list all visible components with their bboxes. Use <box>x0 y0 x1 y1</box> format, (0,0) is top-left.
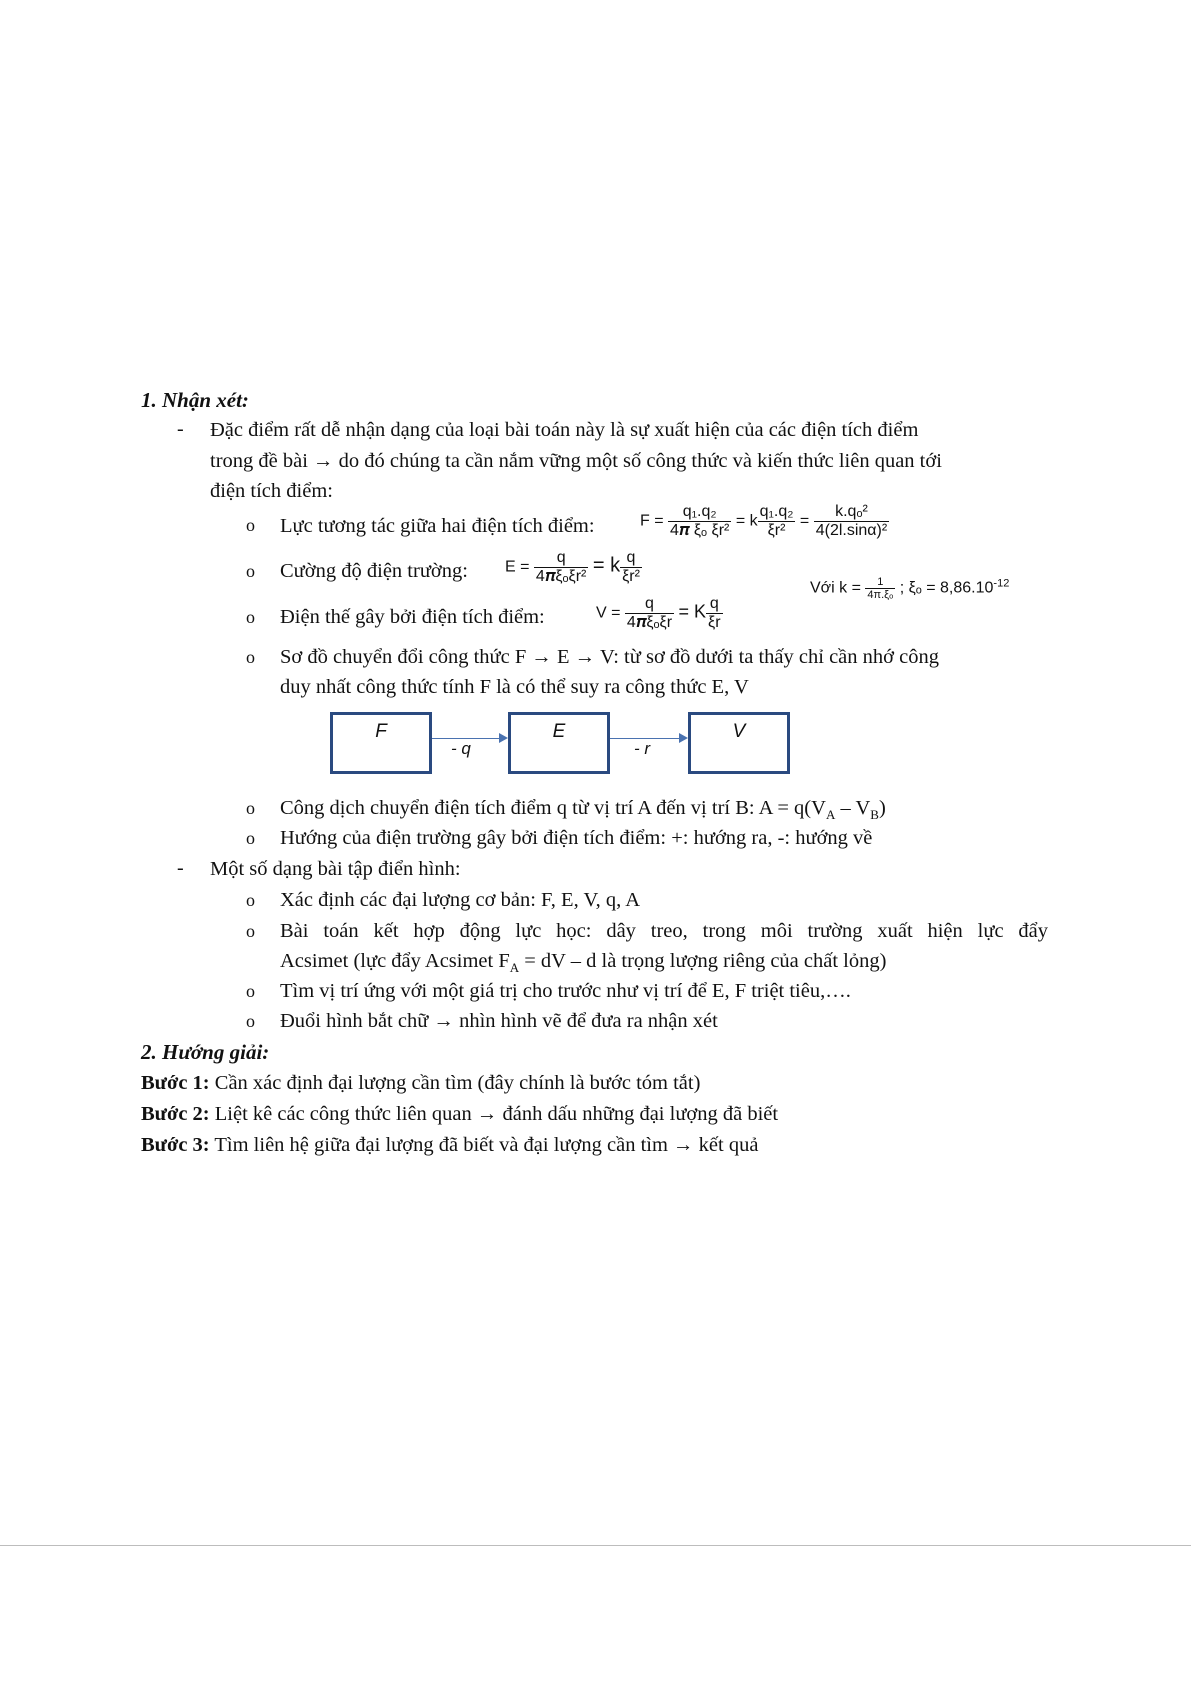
step-2: Bước 2: Liệt kê các công thức liên quan → đánh dấu những đại lượng đã biết <box>141 1103 779 1125</box>
diagram-arrow-2-label: - r <box>634 739 651 758</box>
type-3: Tìm vị trí ứng với một giá trị cho trước như vị trí để E, F triệt tiêu,…. <box>280 980 851 1002</box>
field-formula: E = $\frac{q}{\text{4𝝅ξₒξr²}}$ = k $\frac{q}{\text{ξr²}}$ <box>505 549 640 585</box>
bullet-marker: - <box>177 418 184 440</box>
type-2-line-1: Bài toán kết hợp động lực học: dây treo, trong môi trường xuất hiện lực đẩy <box>280 920 1048 942</box>
sub-bullet-marker: o <box>246 828 255 848</box>
field-direction: Hướng của điện trường gây bởi điện tích điểm: +: hướng ra, -: hướng về <box>280 827 873 849</box>
type-4: Đuổi hình bắt chữ → nhìn hình vẽ để đưa ra nhận xét <box>280 1010 718 1032</box>
sub-bullet-marker: o <box>246 515 255 535</box>
type-1: Xác định các đại lượng cơ bản: F, E, V, q, A <box>280 889 641 911</box>
sub-bullet-marker: o <box>246 890 255 910</box>
section-1-heading: 1. Nhận xét: <box>141 388 249 412</box>
potential-formula: V = $\frac{q}{\text{4𝝅ξₒξr}}$ = K $\frac{q}{\xi r}$ <box>596 595 721 631</box>
sub-bullet-marker: o <box>246 607 255 627</box>
constant-note: Với k = $\frac{1}{\text{4π.ξₒ}}$ ; $\xi_o = 8,86.10^{-12}$ <box>810 576 1010 601</box>
step-1: Bước 1: Cần xác định đại lượng cần tìm (đây chính là bước tóm tắt) <box>141 1072 701 1094</box>
section-2-heading: 2. Hướng giải: <box>141 1040 270 1064</box>
diagram-arrowhead-2 <box>679 733 688 743</box>
typical-exercises-heading: Một số dạng bài tập điển hình: <box>210 858 461 880</box>
step-3: Bước 3: Tìm liên hệ giữa đại lượng đã biết và đại lượng cần tìm → kết quả <box>141 1134 759 1156</box>
sub-bullet-marker: o <box>246 1011 255 1031</box>
diagram-box-e: E <box>508 712 610 774</box>
intro-line-2: trong đề bài → do đó chúng ta cần nắm vững một số công thức và kiến thức liên quan tới <box>210 450 942 472</box>
sub-bullet-marker: o <box>246 798 255 818</box>
diagram-intro-line-1: Sơ đồ chuyển đổi công thức F → E → V: từ sơ đồ dưới ta thấy chỉ cần nhớ công <box>280 646 939 668</box>
diagram-arrow-1-label: - q <box>451 739 471 758</box>
work-formula: Công dịch chuyển điện tích điểm q từ vị trí A đến vị trí B: $A = q(V_A - V_B)$ <box>280 797 886 823</box>
sub-bullet-marker: o <box>246 921 255 941</box>
intro-line-3: điện tích điểm: <box>210 480 333 502</box>
diagram-intro-line-2: duy nhất công thức tính F là có thể suy ra công thức E, V <box>280 676 749 698</box>
force-label: Lực tương tác giữa hai điện tích điểm: <box>280 515 595 537</box>
field-label: Cường độ điện trường: <box>280 560 468 582</box>
diagram-box-f: F <box>330 712 432 774</box>
diagram-arrowhead-1 <box>499 733 508 743</box>
sub-bullet-marker: o <box>246 647 255 667</box>
sub-bullet-marker: o <box>246 561 255 581</box>
intro-line-1: Đặc điểm rất dễ nhận dạng của loại bài toán này là sự xuất hiện của các điện tích điểm <box>210 419 919 441</box>
sub-bullet-marker: o <box>246 981 255 1001</box>
bullet-marker: - <box>177 857 184 879</box>
page-divider <box>0 1545 1191 1546</box>
type-2-line-2: Acsimet (lực đẩy Acsimet $F_A$ = dV – d là trọng lượng riêng của chất lỏng) <box>280 950 887 976</box>
force-formula: F = $\frac{\text{q₁.q₂}}{\text{4𝝅 ξₒ ξr²}}$ = k $\frac{\text{q₁.q₂}}{\text{ξr²}}$ = $\frac{\text{k.qₒ²}}{\text{4(2l.sinα)²}}$ <box>640 503 888 539</box>
potential-label: Điện thế gây bởi điện tích điểm: <box>280 606 545 628</box>
diagram-box-v: V <box>688 712 790 774</box>
